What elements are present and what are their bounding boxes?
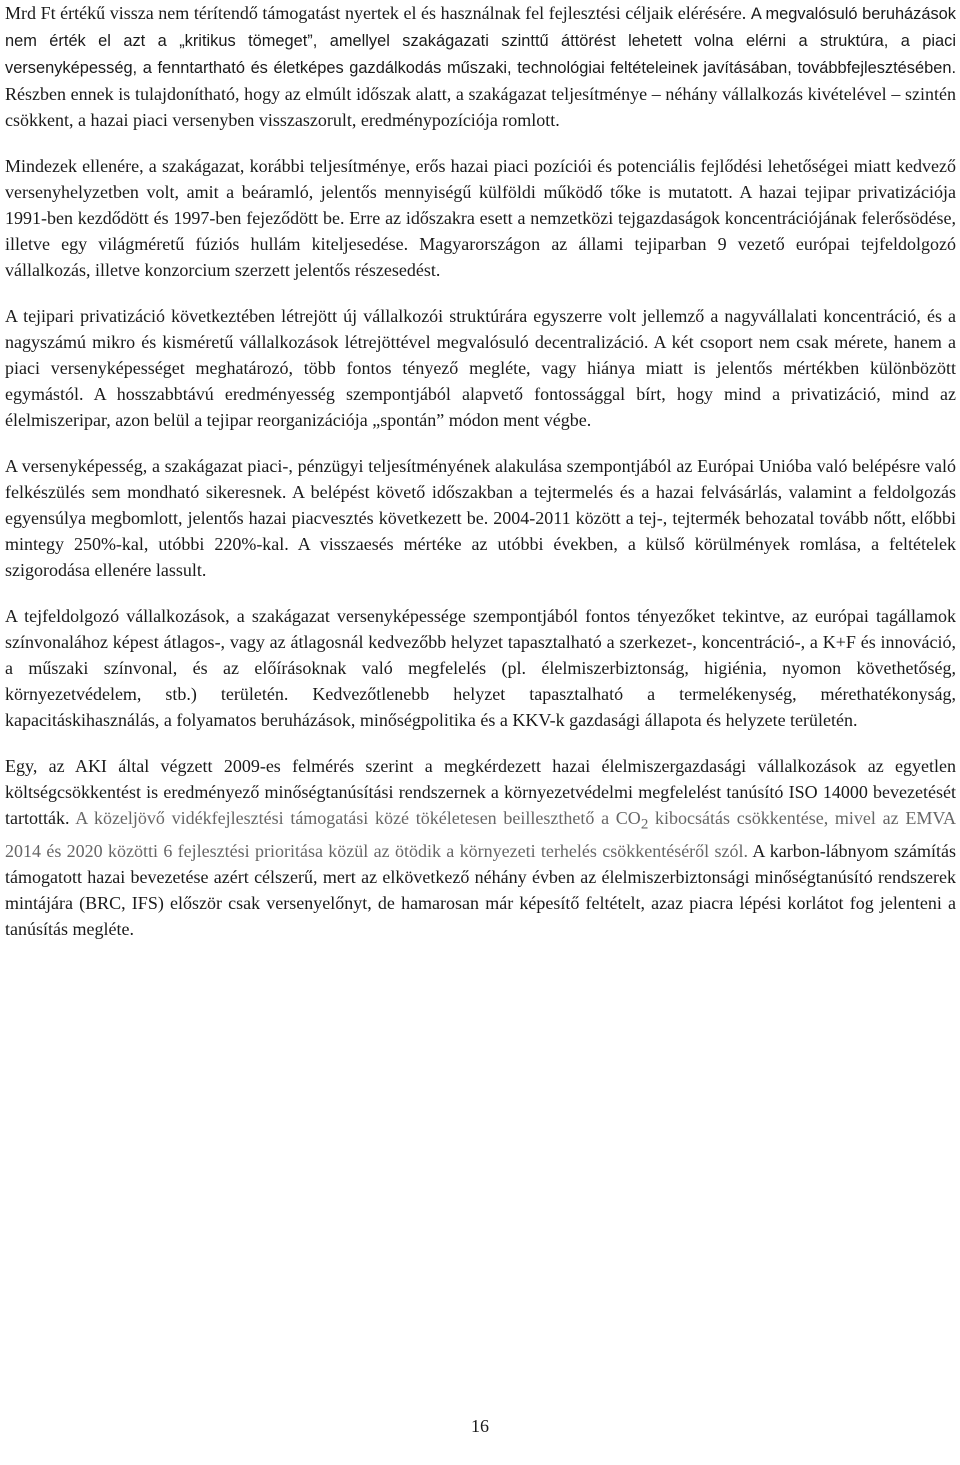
- paragraph-1: [5, 0, 956, 133]
- paragraph-2: Mindezek ellenére, a szakágazat, korábbi teljesítménye, erős hazai piaci pozíciói és potenciális fejlődési lehetőségei miatt kedvező versenyhelyzetben volt, amit a beáramló, jelentős mennyiségű külföldi működő tőke is mutatott. A hazai tejipar privatizációja 1991-ben kezdődött és 1997-ben fejeződött be. Erre az időszakra esett a nemzetközi tejgazdaságok koncentrációjának felerősödése, illetve egy világméretű fúziós hullám kiteljesedése. Magyarországon az állami tejiparban 9 vezető európai tejfeldolgozó vállalkozás, illetve konzorcium szerzett jelentős részesedést.: [5, 156, 956, 280]
- paragraph-6-part-b-post: kibocsátás csökkentése, mivel az EMVA 2014 és 2020 közötti 6 fejlesztési prioritása közül az ötödik a környezeti terhelés csökkentéséről szól.: [5, 808, 957, 861]
- co2-subscript: 2: [640, 816, 649, 833]
- paragraph-6-part-b-pre: A közeljövő vidékfejlesztési támogatási közé tökéletesen beilleszthető a CO: [75, 808, 641, 828]
- paragraph-1-part-c: Részben ennek is tulajdonítható, hogy az elmúlt időszak alatt, a szakágazat teljesítménye – néhány vállalkozás kivételével – szintén csökkent, a hazai piaci versenyben visszaszorult, eredménypozíciója romlott.: [5, 84, 956, 130]
- paragraph-3: A tejipari privatizáció következtében létrejött új vállalkozói struktúrára egyszerre volt jellemző a nagyvállalati koncentráció, és a nagyszámú mikro és kisméretű vállalkozások létrejöttével megvalósuló decentralizáció. A két csoport nem csak mérete, hanem a piaci versenyképességet meghatározó, több fontos tényező megléte, vagy hiánya miatt is jelentős mértékben különbözött egymástól. A hosszabbtávú eredményesség szempontjából alapvető fontossággal bírt, hogy mind a privatizáció, mind az élelmiszeripar, azon belül a tejipar reorganizációja „spontán” módon ment végbe.: [5, 306, 956, 430]
- page-number: 16: [471, 1416, 489, 1436]
- paragraph-6-part-c: A karbon-lábnyom számítás támogatott hazai bevezetése azért célszerű, mert az elkövetkező néhány évben az élelmiszerbiztonsági minőségtanúsító rendszerek mintájára (BRC, IFS) először csak versenyelőnyt, de hamarosan már képesítő feltételt, azaz piacra lépési korlátot fog jelenteni a tanúsítás megléte.: [5, 840, 956, 939]
- paragraph-5: A tejfeldolgozó vállalkozások, a szakágazat versenyképessége szempontjából fontos tényezőket tekintve, az európai tagállamok színvonalához képest átlagos-, vagy az átlagosnál kedvezőbb helyzet tapasztalható a szerkezet-, koncentráció-, a K+F és innováció, a műszaki színvonal, és az előírásoknak való megfelelés (pl. élelmiszerbiztonság, higiénia, nyomon követhetőség, környezetvédelem, stb.) területén. Kedvezőtlenebb helyzet tapasztalható a termelékenység, mérethatékonyság, kapacitáskihasználás, a folyamatos beruházások, minőségpolitika és a KKV-k gazdasági állapota és helyzete területén.: [5, 606, 956, 730]
- paragraph-6: [5, 753, 956, 942]
- paragraph-6-part-a: Egy, az AKI által végzett 2009-es felmérés szerint a megkérdezett hazai élelmiszergazdasági vállalkozások az egyetlen költségcsökkentést is eredményező minőségtanúsítási rendszernek a környezetvédelmi megfelelést tanúsító ISO 14000 bevezetését tartották.: [5, 756, 956, 828]
- paragraph-1-part-b: A megvalósuló beruházások nem érték el azt a „kritikus tömeget”, amellyel szakágazati szinttű áttörést lehetett volna elérni a struktúra, a piaci versenyképesség, a fenntartható és életképes gazdálkodás műszaki, technológiai feltételeinek javításában, továbbfejlesztésében.: [5, 5, 956, 77]
- paragraph-1-part-a: Mrd Ft értékű vissza nem térítendő támogatást nyertek el és használnak fel fejlesztési céljaik elérésére.: [5, 3, 751, 23]
- paragraph-4: A versenyképesség, a szakágazat piaci-, pénzügyi teljesítményének alakulása szempontjából az Európai Unióba való belépésre való felkészülés sem mondható sikeresnek. A belépést követő időszakban a tejtermelés és a hazai felvásárlás, valamint a feldolgozás egyensúlya megbomlott, jelentős hazai piacvesztés következett be. 2004-2011 között a tej-, tejtermék behozatal tovább nőtt, előbbi mintegy 250%-kal, utóbbi 220%-kal. A visszaesés mértéke az utóbbi években, a külső körülmények romlása, a feltételek szigorodása ellenére lassult.: [5, 456, 956, 580]
